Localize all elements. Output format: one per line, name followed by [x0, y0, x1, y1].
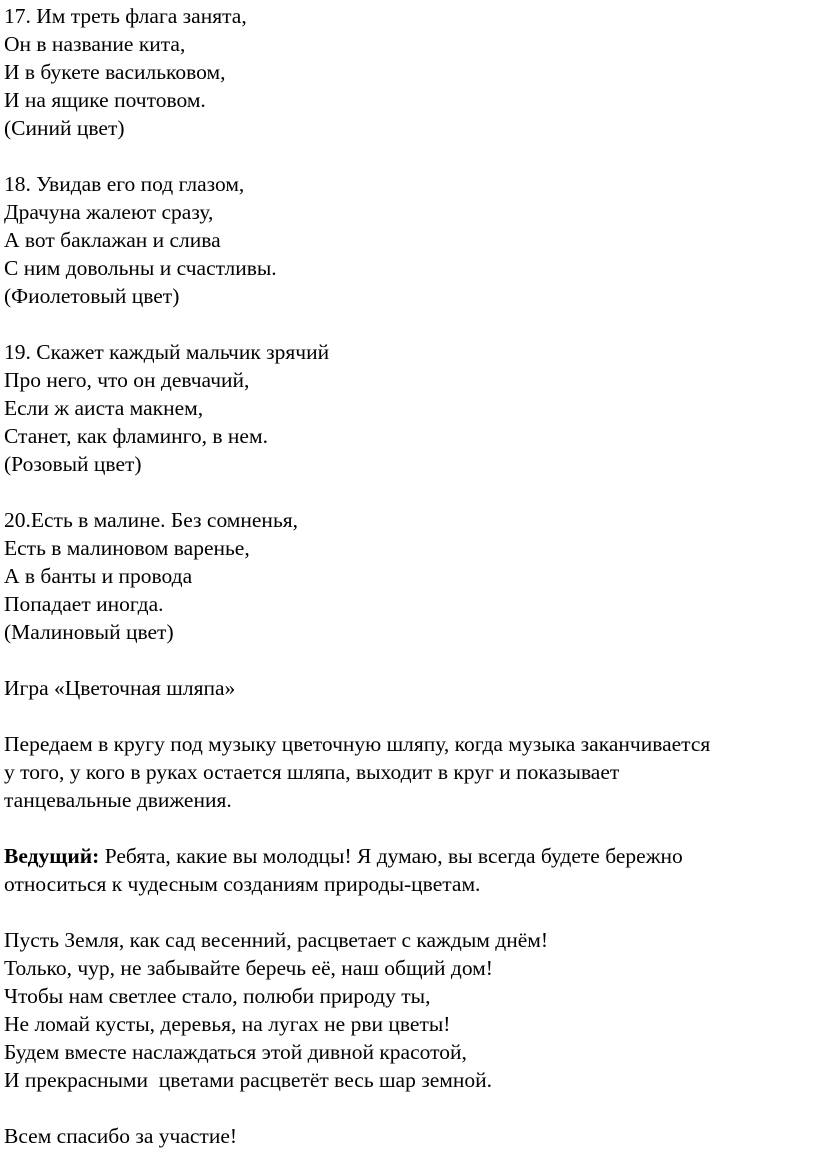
game-description-line: у того, у кого в руках остается шляпа, выходит в круг и показывает	[4, 760, 620, 784]
blank-line	[4, 702, 812, 730]
riddle-line: А в банты и провода	[4, 564, 193, 588]
poem-line: И прекрасными цветами расцветёт весь шар земной.	[4, 1068, 493, 1092]
riddle-19	[4, 338, 812, 478]
host-speech	[4, 842, 812, 898]
host-speech-line	[4, 842, 812, 870]
riddle-line: А вот баклажан и слива	[4, 228, 221, 252]
riddle-answer: (Синий цвет)	[4, 116, 125, 140]
riddle-18	[4, 170, 812, 310]
game-title: Игра «Цветочная шляпа»	[4, 676, 236, 700]
poem-line: Будем вместе наслаждаться этой дивной красотой,	[4, 1040, 467, 1064]
riddle-line: Драчуна жалеют сразу,	[4, 200, 214, 224]
document-page	[4, 2, 812, 1150]
riddle-line: Про него, что он девчачий,	[4, 368, 250, 392]
blank-line	[4, 814, 812, 842]
riddle-line: Он в название кита,	[4, 32, 186, 56]
poem-line: Не ломай кусты, деревья, на лугах не рви цветы!	[4, 1012, 451, 1036]
riddle-20	[4, 506, 812, 646]
riddle-line: Есть в малиновом варенье,	[4, 536, 250, 560]
riddle-line: Если ж аиста макнем,	[4, 396, 204, 420]
blank-line	[4, 898, 812, 926]
blank-line	[4, 646, 812, 674]
riddle-line: 17. Им треть флага занята,	[4, 4, 247, 28]
host-speaker-label: Ведущий:	[4, 844, 100, 868]
poem-line: Чтобы нам светлее стало, полюби природу ты,	[4, 984, 431, 1008]
riddle-line: 18. Увидав его под глазом,	[4, 172, 245, 196]
host-speech-line: относиться к чудесным созданиям природы-цветам.	[4, 872, 481, 896]
riddle-line: 20.Есть в малине. Без сомненья,	[4, 508, 299, 532]
blank-line	[4, 1094, 812, 1122]
riddle-line: Станет, как фламинго, в нем.	[4, 424, 268, 448]
blank-line	[4, 310, 812, 338]
blank-line	[4, 142, 812, 170]
riddle-answer: (Малиновый цвет)	[4, 620, 174, 644]
riddle-line: Попадает иногда.	[4, 592, 164, 616]
riddle-17	[4, 2, 812, 142]
riddle-answer: (Фиолетовый цвет)	[4, 284, 180, 308]
game-description-line: Передаем в кругу под музыку цветочную шляпу, когда музыка заканчивается	[4, 732, 711, 756]
closing-thanks: Всем спасибо за участие!	[4, 1124, 238, 1148]
riddle-line: И в букете васильковом,	[4, 60, 226, 84]
poem-line: Пусть Земля, как сад весенний, расцветает с каждым днём!	[4, 928, 549, 952]
riddle-line: 19. Скажет каждый мальчик зрячий	[4, 340, 330, 364]
host-speech-text: Ребята, какие вы молодцы! Я думаю, вы всегда будете бережно	[99, 844, 683, 868]
closing-poem	[4, 926, 812, 1094]
riddle-answer: (Розовый цвет)	[4, 452, 142, 476]
riddle-line: И на ящике почтовом.	[4, 88, 206, 112]
poem-line: Только, чур, не забывайте беречь её, наш общий дом!	[4, 956, 493, 980]
blank-line	[4, 478, 812, 506]
riddle-line: С ним довольны и счастливы.	[4, 256, 277, 280]
game-description-line: танцевальные движения.	[4, 788, 232, 812]
game-description	[4, 730, 812, 814]
